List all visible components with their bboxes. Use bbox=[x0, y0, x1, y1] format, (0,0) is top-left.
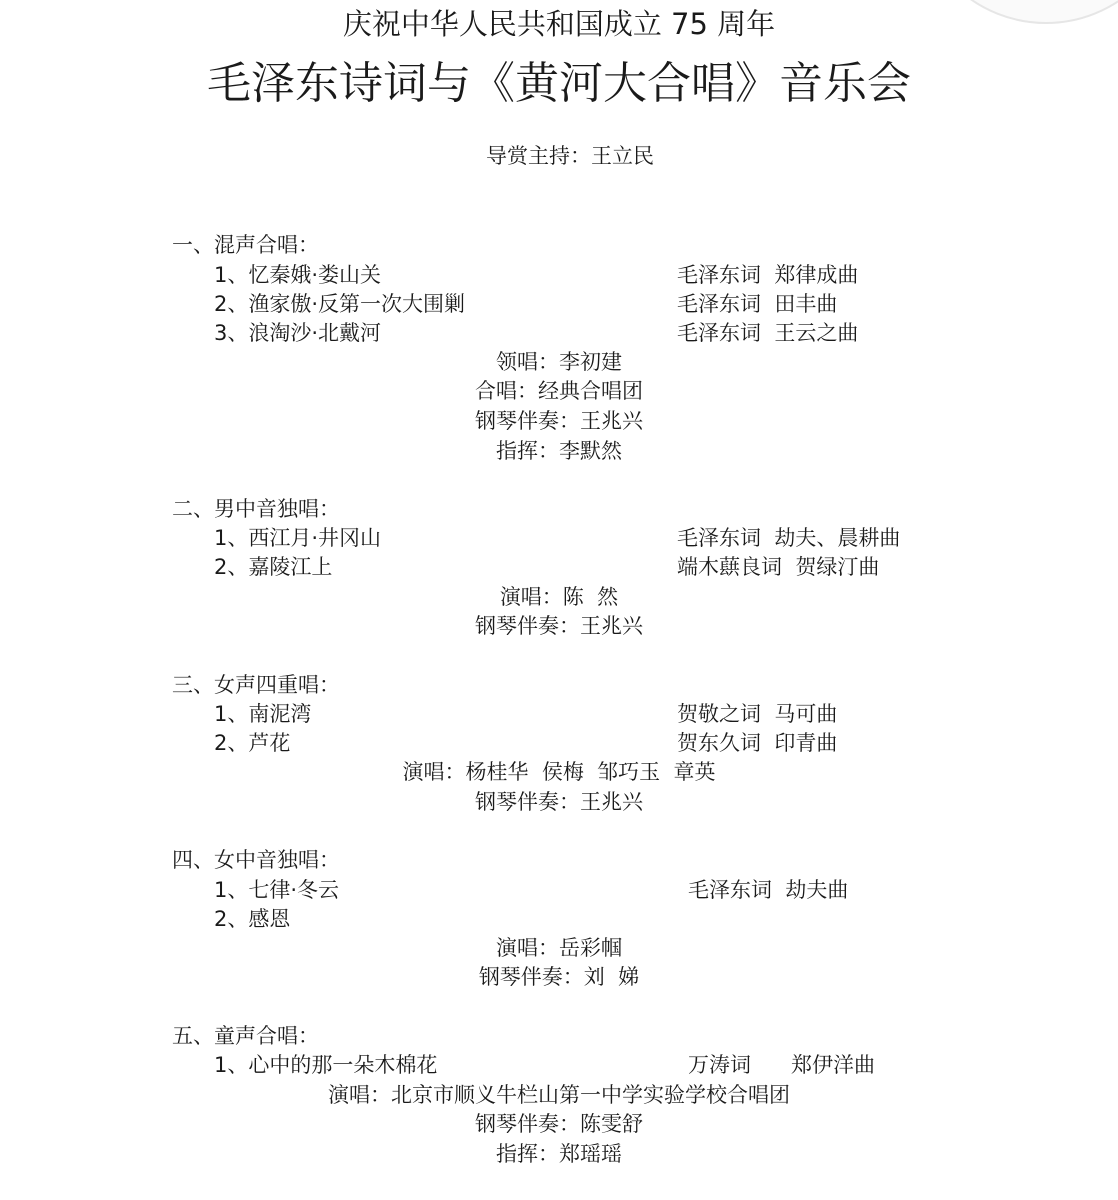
piece-credit: 毛泽东词 王云之曲 bbox=[677, 321, 859, 345]
performer-line: 钢琴伴奏：王兆兴 bbox=[475, 790, 643, 814]
piece-title: 2、渔家傲·反第一次大围剿 bbox=[214, 292, 466, 316]
performer-line: 钢琴伴奏：刘 娣 bbox=[478, 965, 640, 989]
performer-line: 指挥：李默然 bbox=[496, 439, 622, 463]
piece-credit: 毛泽东词 劫夫曲 bbox=[688, 878, 849, 902]
section-heading: 一、混声合唱： bbox=[172, 233, 319, 257]
section-heading: 二、男中音独唱： bbox=[172, 497, 340, 521]
host-line: 导赏主持：王立民 bbox=[486, 144, 654, 168]
piece-title: 2、感恩 bbox=[214, 907, 291, 931]
piece-title: 3、浪淘沙·北戴河 bbox=[214, 321, 382, 345]
piece-title: 2、芦花 bbox=[214, 731, 291, 755]
piece-title: 1、心中的那一朵木棉花 bbox=[214, 1053, 438, 1077]
performer-line: 钢琴伴奏：王兆兴 bbox=[475, 409, 643, 433]
piece-title: 1、忆秦娥·娄山关 bbox=[214, 263, 382, 287]
piece-credit: 毛泽东词 郑律成曲 bbox=[677, 263, 859, 287]
program-title: 毛泽东诗词与《黄河大合唱》音乐会 bbox=[207, 58, 911, 109]
piece-title: 1、七律·冬云 bbox=[214, 878, 340, 902]
piece-credit: 毛泽东词 田丰曲 bbox=[677, 292, 838, 316]
performer-line: 演唱：北京市顺义牛栏山第一中学实验学校合唱团 bbox=[328, 1083, 790, 1107]
performer-line: 钢琴伴奏：陈雯舒 bbox=[475, 1112, 643, 1136]
piece-credit: 万涛词 郑伊洋曲 bbox=[688, 1053, 876, 1077]
piece-credit: 端木蕻良词 贺绿汀曲 bbox=[677, 555, 880, 579]
piece-credit: 毛泽东词 劫夫、晨耕曲 bbox=[677, 526, 901, 550]
performer-line: 演唱：陈 然 bbox=[499, 585, 619, 609]
performer-line: 演唱：杨桂华 侯梅 邹巧玉 章英 bbox=[402, 760, 716, 784]
section-heading: 四、女中音独唱： bbox=[172, 848, 340, 872]
performer-line: 钢琴伴奏：王兆兴 bbox=[475, 614, 643, 638]
piece-title: 1、西江月·井冈山 bbox=[214, 526, 382, 550]
performer-line: 合唱：经典合唱团 bbox=[475, 379, 643, 403]
program-subtitle: 庆祝中华人民共和国成立 75 周年 bbox=[342, 7, 776, 41]
piece-credit: 贺敬之词 马可曲 bbox=[677, 702, 838, 726]
performer-line: 演唱：岳彩帼 bbox=[496, 936, 622, 960]
section-heading: 三、女声四重唱： bbox=[172, 673, 340, 697]
piece-credit: 贺东久词 印青曲 bbox=[677, 731, 838, 755]
performer-line: 指挥：郑瑶瑶 bbox=[496, 1142, 622, 1166]
section-heading: 五、童声合唱： bbox=[172, 1024, 319, 1048]
piece-title: 1、南泥湾 bbox=[214, 702, 312, 726]
performer-line: 领唱：李初建 bbox=[496, 350, 622, 374]
piece-title: 2、嘉陵江上 bbox=[214, 555, 333, 579]
